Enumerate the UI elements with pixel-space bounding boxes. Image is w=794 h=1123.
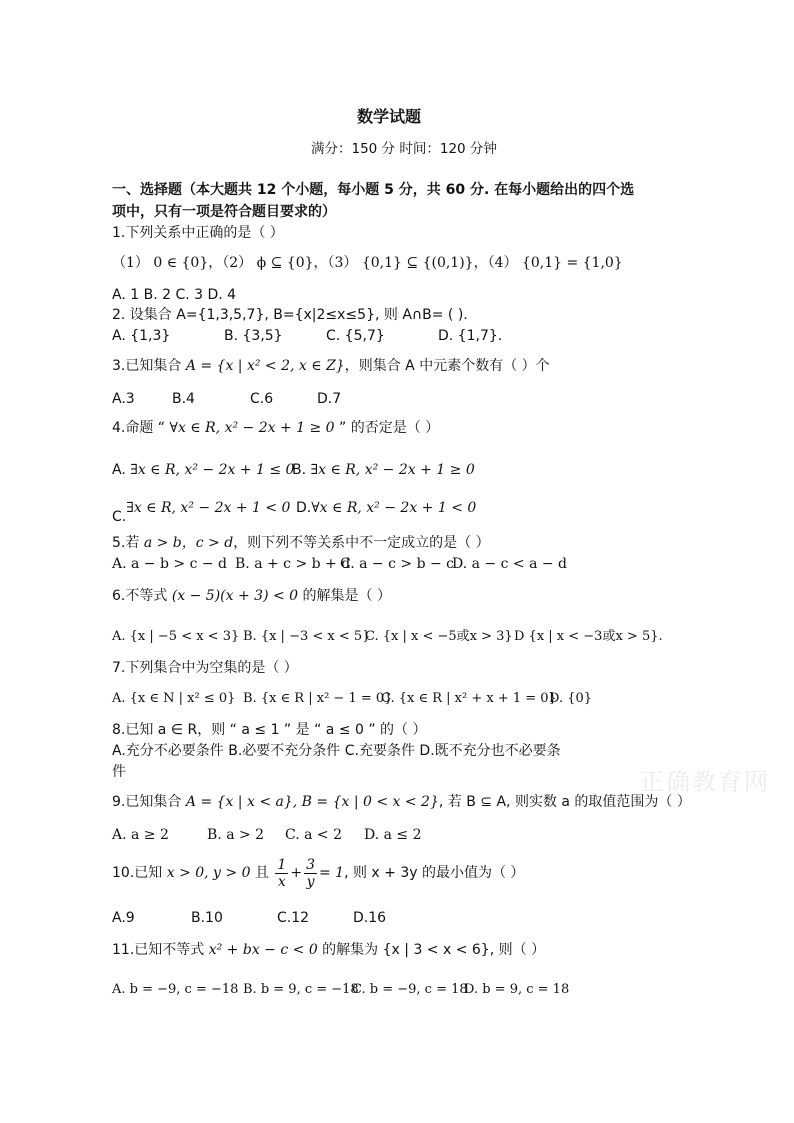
q9-option-a: A. a ≥ 2 bbox=[112, 827, 169, 843]
q4-option-d-math: ∀x ∈ R, x² − 2x + 1 < 0 bbox=[311, 500, 477, 516]
q4-stem-suffix: ” 的否定是（ ） bbox=[334, 420, 440, 436]
q6-stem-prefix: 6.不等式 bbox=[112, 588, 172, 604]
q2-option-a: A. {1,3} bbox=[112, 328, 171, 344]
q10-option-c: C.12 bbox=[277, 910, 310, 926]
q4-option-a-label: A. bbox=[112, 462, 126, 478]
q9-option-b: B. a > 2 bbox=[207, 827, 265, 843]
q5-option-d: D. a − c < a − d bbox=[452, 556, 568, 572]
q7-option-a: A. {x ∈ N | x² ≤ 0} bbox=[112, 691, 236, 706]
q2-option-c: C. {5,7} bbox=[326, 328, 385, 344]
q6-option-b: B. {x | −3 < x < 5} bbox=[243, 629, 371, 644]
q1-options: A. 1 B. 2 C. 3 D. 4 bbox=[112, 287, 237, 303]
q6-option-d: D {x | x < −3或x > 5}. bbox=[514, 629, 663, 644]
q10-stem-prefix: 10.已知 bbox=[112, 865, 167, 881]
q2-option-d: D. {1,7}. bbox=[438, 328, 503, 344]
q8-stem: 8.已知 a ∈ R，则 “ a ≤ 1 ” 是 “ a ≤ 0 ” 的（ ） bbox=[112, 722, 427, 738]
q5-option-b: B. a + c > b + d bbox=[235, 556, 351, 572]
q10-stem bbox=[112, 855, 524, 891]
q10-frac1-denominator: x bbox=[277, 873, 286, 890]
q9-stem-prefix: 9.已知集合 bbox=[112, 794, 186, 810]
q11-stem-math: x² + bx − c < 0 bbox=[208, 942, 318, 958]
exam-info: 满分：150 分 时间：120 分钟 bbox=[311, 141, 497, 157]
q9-option-c: C. a < 2 bbox=[285, 827, 342, 843]
q4-option-c-math: ∃x ∈ R, x² − 2x + 1 < 0 bbox=[126, 500, 291, 516]
q4-stem-prefix: 4.命题 “ bbox=[112, 420, 170, 436]
section-heading-line1: 一、选择题（本大题共 12 个小题，每小题 5 分，共 60 分. 在每小题给出的四个选 bbox=[112, 182, 635, 198]
q10-fraction-1 bbox=[275, 857, 288, 890]
q6-stem-math: (x − 5)(x + 3) < 0 bbox=[171, 588, 299, 604]
q4-option-c-label: C. bbox=[112, 509, 127, 525]
q4-stem-math: ∀x ∈ R, x² − 2x + 1 ≥ 0 bbox=[169, 420, 335, 436]
q4-option-d-label: D. bbox=[296, 500, 312, 516]
q5-stem bbox=[112, 534, 490, 552]
q10-option-a: A.9 bbox=[112, 910, 135, 926]
q9-stem-suffix: , 若 B ⊆ A, 则实数 a 的取值范围为（ ） bbox=[438, 794, 691, 810]
q3-option-c: C.6 bbox=[250, 391, 274, 407]
q10-stem-and: 且 bbox=[250, 865, 274, 881]
q3-option-b: B.4 bbox=[172, 391, 195, 407]
q2-stem: 2. 设集合 A={1,3,5,7}, B={x|2≤x≤5}, 则 A∩B= ( ). bbox=[112, 307, 468, 323]
q5-stem-prefix: 5.若 bbox=[112, 535, 144, 551]
q11-option-c: C. b = −9, c = 18 bbox=[352, 982, 468, 997]
q5-option-a: A. a − b > c − d bbox=[112, 556, 228, 572]
q10-frac2-denominator: y bbox=[306, 873, 315, 890]
q6-stem-suffix: 的解集是（ ） bbox=[298, 588, 391, 604]
q6-stem bbox=[112, 587, 391, 605]
q4-stem bbox=[112, 419, 439, 437]
q7-option-b: B. {x ∈ R | x² − 1 = 0} bbox=[243, 691, 393, 706]
q10-stem-suffix: , 则 x + 3y 的最小值为（ ） bbox=[344, 865, 525, 881]
q11-option-a: A. b = −9, c = −18 bbox=[112, 982, 239, 997]
q4-option-d bbox=[296, 499, 476, 517]
q3-stem bbox=[112, 357, 550, 375]
watermark: 正确教育网 bbox=[640, 768, 770, 796]
q2-option-b: B. {3,5} bbox=[224, 328, 283, 344]
q9-option-d: D. a ≤ 2 bbox=[364, 827, 422, 843]
q11-stem bbox=[112, 941, 545, 959]
q10-option-d: D.16 bbox=[353, 910, 387, 926]
q5-stem-suffix: ，则下列不等关系中不一定成立的是（ ） bbox=[233, 535, 490, 551]
q6-option-a: A. {x | −5 < x < 3} bbox=[112, 629, 240, 644]
q4-option-a bbox=[112, 461, 294, 479]
q4-option-b-math: ∃x ∈ R, x² − 2x + 1 ≥ 0 bbox=[310, 462, 475, 478]
page-title: 数学试题 bbox=[357, 107, 422, 126]
q6-option-c: C. {x | x < −5或x > 3} bbox=[365, 629, 513, 644]
q7-stem: 7.下列集合中为空集的是（ ） bbox=[112, 660, 298, 676]
q4-option-a-math: ∃x ∈ R, x² − 2x + 1 ≤ 0 bbox=[130, 462, 295, 478]
q11-stem-prefix: 11.已知不等式 bbox=[112, 942, 209, 958]
q3-option-d: D.7 bbox=[317, 391, 342, 407]
q11-option-d: D. b = 9, c = 18 bbox=[464, 982, 570, 997]
q4-option-c bbox=[112, 500, 291, 526]
q10-stem-math2: = 1 bbox=[318, 865, 345, 881]
q10-stem-math1: x > 0, y > 0 bbox=[166, 865, 251, 881]
section-heading-line2: 项中，只有一项是符合题目要求的） bbox=[112, 204, 336, 220]
q3-option-a: A.3 bbox=[112, 391, 135, 407]
q10-option-b: B.10 bbox=[191, 910, 223, 926]
q11-stem-suffix: 的解集为 {x | 3 < x < 6}, 则（ ） bbox=[317, 942, 546, 958]
q7-option-c: C. {x ∈ R | x² + x + 1 = 0} bbox=[381, 691, 557, 706]
q3-stem-math: A = {x | x² < 2, x ∈ Z} bbox=[185, 358, 345, 374]
q1-stem: 1.下列关系中正确的是（ ） bbox=[112, 225, 284, 241]
q10-frac1-numerator: 1 bbox=[277, 856, 287, 873]
q5-option-c: C. a − c > b − c bbox=[340, 556, 454, 572]
q10-plus: + bbox=[290, 865, 303, 881]
q10-fraction-2 bbox=[304, 857, 317, 890]
q8-options-line2: 件 bbox=[112, 764, 126, 780]
q9-stem-math: A = {x | x < a}, B = {x | 0 < x < 2} bbox=[185, 794, 439, 810]
q4-option-b-label: B. bbox=[292, 462, 307, 478]
q10-frac2-numerator: 3 bbox=[306, 856, 315, 873]
q7-option-d: D. {0} bbox=[549, 691, 593, 706]
q4-option-b bbox=[292, 461, 475, 479]
q3-stem-suffix: ，则集合 A 中元素个数有（ ）个 bbox=[344, 358, 550, 374]
q9-stem bbox=[112, 793, 691, 811]
q11-option-b: B. b = 9, c = −18 bbox=[243, 982, 359, 997]
q5-stem-math: a > b，c > d bbox=[143, 535, 234, 551]
q1-statements: （1） 0 ∈ {0}，（2） ϕ ⊆ {0}，（3） {0,1} ⊆ {(0,1)}，（4） {0,1} = {1,0} bbox=[112, 255, 623, 271]
q8-options-line1: A.充分不必要条件 B.必要不充分条件 C.充要条件 D.既不充分也不必要条 bbox=[112, 743, 561, 759]
q3-stem-prefix: 3.已知集合 bbox=[112, 358, 186, 374]
